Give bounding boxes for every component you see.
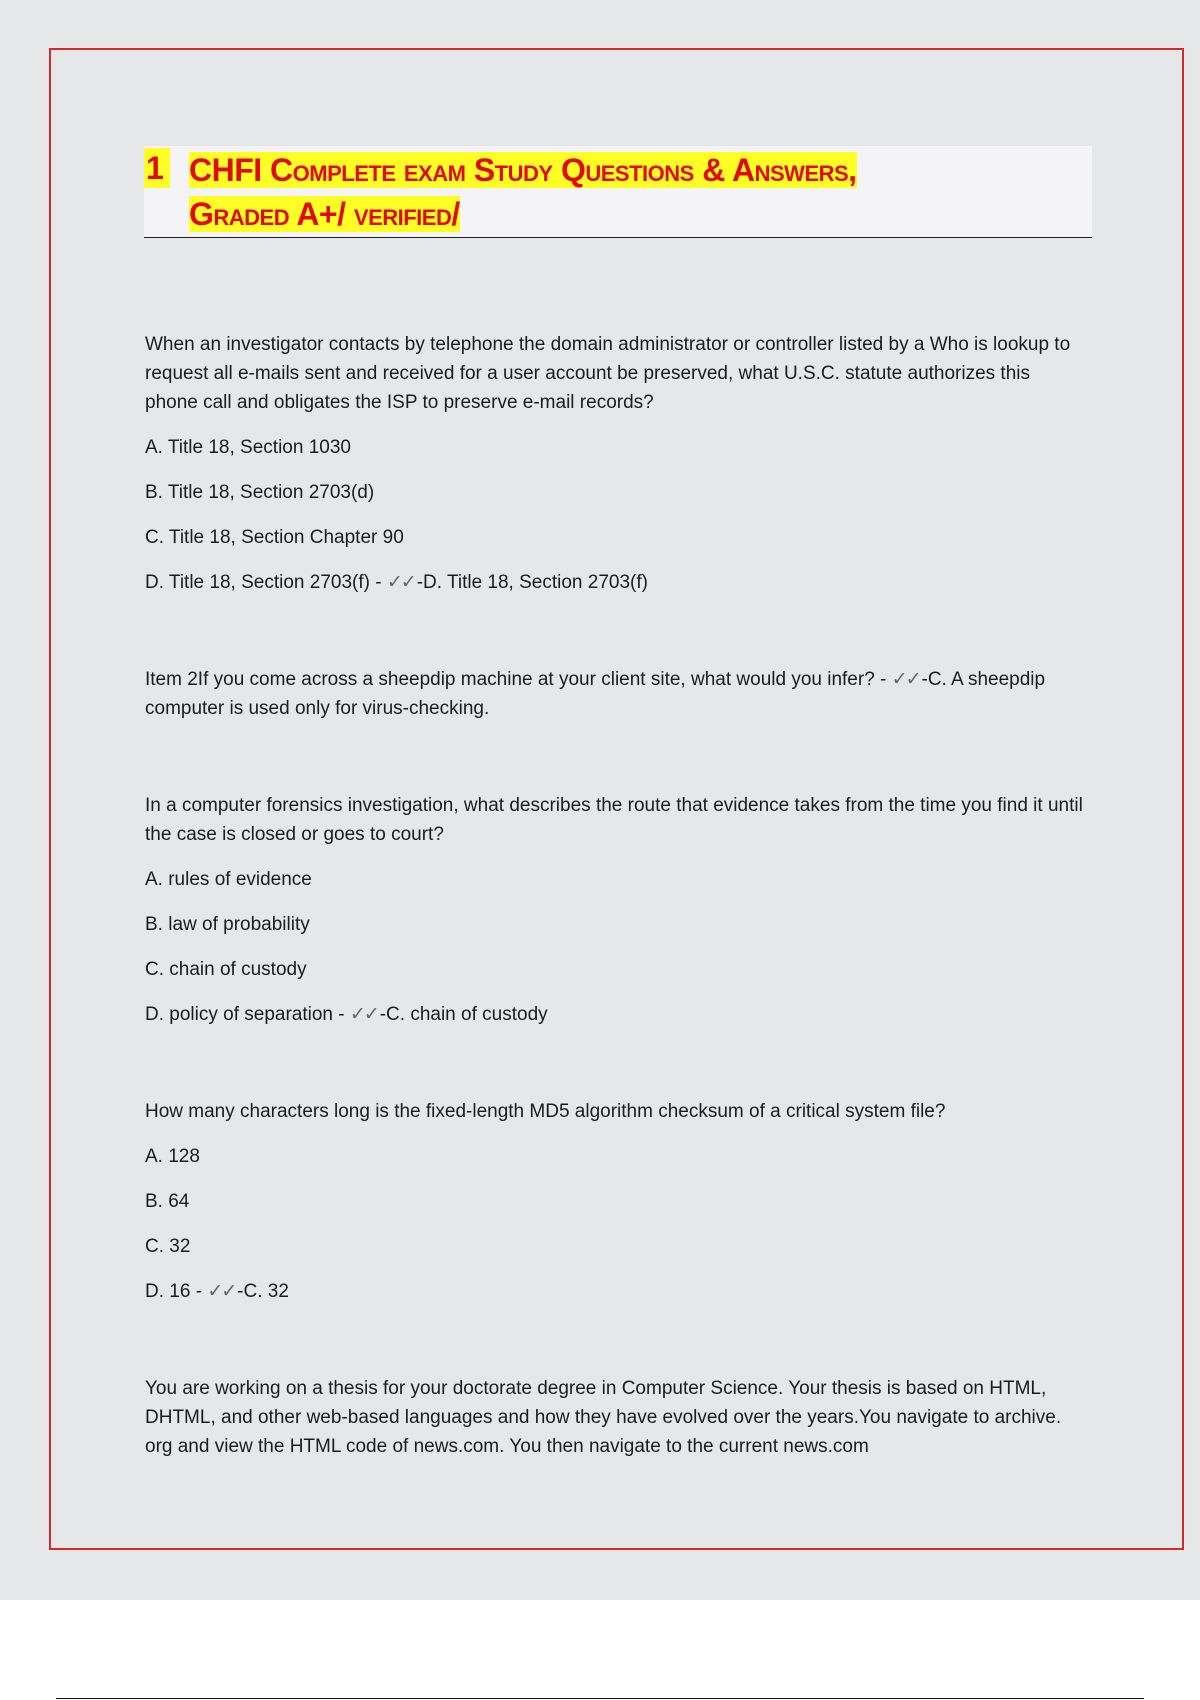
- title-line-1: CHFI Complete exam Study Questions & Answers,: [189, 152, 857, 188]
- checkmark-icon: ✓✓: [891, 669, 920, 690]
- page-title: [189, 148, 1089, 236]
- question-1-text: When an investigator contacts by telephone the domain administrator or controller listed by a Who is lookup to request all e-mails sent and received for a user account be preserved, what U.S.C. statute authorizes this phone call and obligates the ISP to preserve e-mail records?: [145, 334, 1071, 413]
- checkmark-icon: ✓✓: [386, 572, 415, 593]
- question-5-text: You are working on a thesis for your doctorate degree in Computer Science. Your thesis is based on HTML, DHTML, and other web-based languages and how they have evolved over the years.You navigate to archive. org and view the HTML code of news.com. You then navigate to the current news.com: [145, 1378, 1062, 1457]
- question-3-option-d: [145, 1000, 1085, 1029]
- question-2-answer: -C. A sheepdip computer is used only for virus-checking.: [145, 669, 1046, 719]
- question-1-answer: -D. Title 18, Section 2703(f): [416, 572, 648, 593]
- question-4-option-b: B. 64: [145, 1191, 190, 1212]
- question-3-option-a: A. rules of evidence: [145, 869, 312, 890]
- question-1-option-d-label: D. Title 18, Section 2703(f) -: [145, 572, 387, 593]
- checkmark-icon: ✓✓: [349, 1004, 378, 1025]
- question-2-prompt: Item 2If you come across a sheepdip machine at your client site, what would you infer? -: [145, 669, 892, 690]
- question-3-text: In a computer forensics investigation, what describes the route that evidence takes from the time you find it until the case is closed or goes to court?: [145, 795, 1083, 845]
- heading-number: 1: [144, 148, 170, 188]
- question-3-option-d-label: D. policy of separation -: [145, 1004, 350, 1025]
- title-line-2: Graded A+/ verified/: [189, 196, 460, 232]
- question-4-option-a: A. 128: [145, 1146, 200, 1167]
- question-4-option-d: [145, 1277, 1085, 1306]
- question-2-text: [145, 665, 1085, 723]
- question-1-option-d: [145, 568, 1085, 597]
- question-4-answer: -C. 32: [237, 1281, 289, 1302]
- questions-body: [145, 330, 1085, 1477]
- question-3-option-b: B. law of probability: [145, 914, 310, 935]
- question-4-option-d-label: D. 16 -: [145, 1281, 208, 1302]
- checkmark-icon: ✓✓: [207, 1281, 236, 1302]
- question-1-option-c: C. Title 18, Section Chapter 90: [145, 527, 404, 548]
- footer-rule: [56, 1698, 1144, 1699]
- title-block: [144, 146, 1092, 238]
- question-1-option-b: B. Title 18, Section 2703(d): [145, 482, 375, 503]
- question-4-option-c: C. 32: [145, 1236, 191, 1257]
- question-3-answer: -C. chain of custody: [379, 1004, 548, 1025]
- question-3-option-c: C. chain of custody: [145, 959, 307, 980]
- question-4-text: How many characters long is the fixed-length MD5 algorithm checksum of a critical system file?: [145, 1101, 946, 1122]
- question-1-option-a: A. Title 18, Section 1030: [145, 437, 351, 458]
